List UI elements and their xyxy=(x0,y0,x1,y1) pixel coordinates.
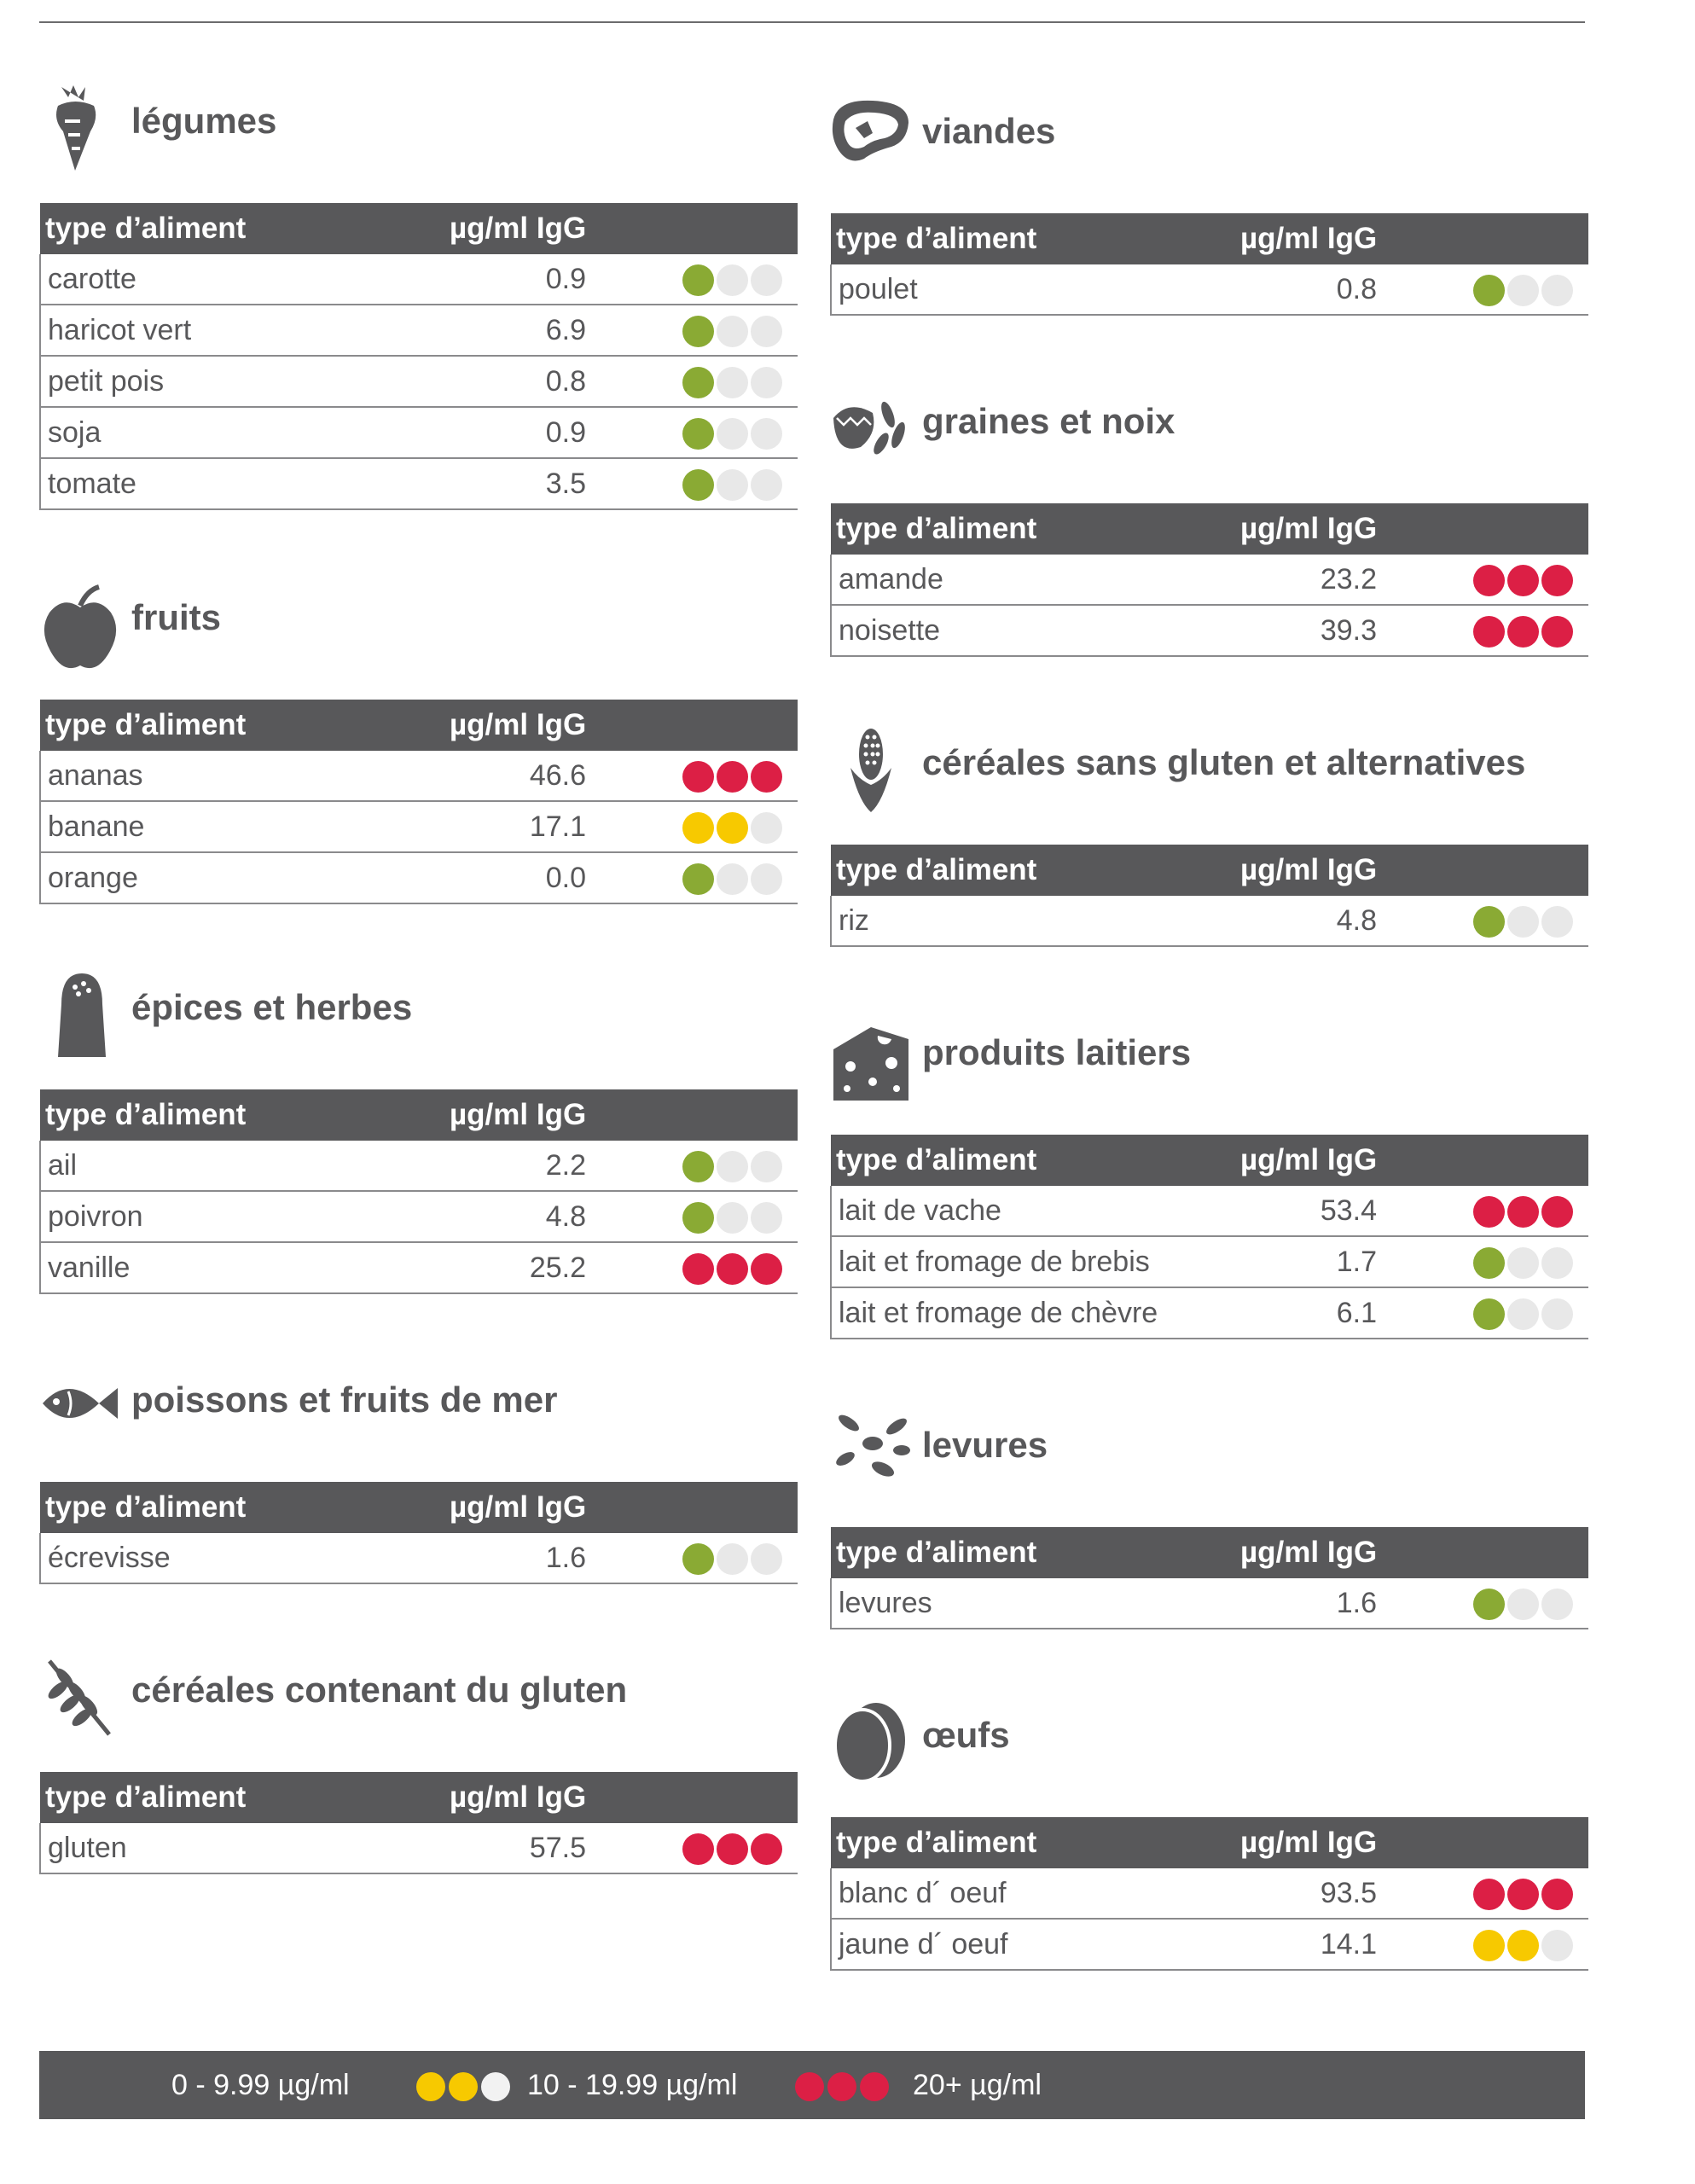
food-value: 39.3 xyxy=(1320,613,1377,647)
section-header xyxy=(830,725,1588,845)
food-value-cell xyxy=(450,1191,798,1242)
level-dot xyxy=(1541,1298,1573,1330)
level-dot xyxy=(1473,1196,1505,1228)
table-row xyxy=(831,1868,1588,1919)
level-dot xyxy=(751,863,782,895)
section-header xyxy=(39,580,797,700)
header-value: µg/ml IgG xyxy=(1240,213,1588,264)
food-value: 4.8 xyxy=(545,1199,586,1233)
level-dot xyxy=(1541,1879,1573,1910)
header-food: type d’aliment xyxy=(831,1135,1240,1186)
legend-low-label: 0 - 9.99 µg/ml xyxy=(171,2069,350,2101)
food-table xyxy=(39,1089,798,1294)
level-indicator xyxy=(1471,563,1573,597)
level-dot xyxy=(1541,275,1573,306)
level-dot xyxy=(717,367,748,398)
level-indicator xyxy=(680,365,782,399)
header-value: µg/ml IgG xyxy=(1240,1527,1588,1578)
food-name: lait de vache xyxy=(831,1186,1240,1236)
level-indicator xyxy=(680,1542,782,1576)
level-dot xyxy=(751,812,782,844)
food-value: 0.9 xyxy=(545,415,586,449)
food-name: riz xyxy=(831,896,1240,946)
food-name: tomate xyxy=(40,458,450,509)
food-table xyxy=(39,700,798,904)
food-value: 6.1 xyxy=(1336,1296,1377,1329)
legend-mid-label: 10 - 19.99 µg/ml xyxy=(527,2069,738,2101)
header-food: type d’aliment xyxy=(40,700,450,751)
table-row xyxy=(40,254,798,305)
header-food: type d’aliment xyxy=(40,1772,450,1823)
food-value-cell xyxy=(450,407,798,458)
section-right-3 xyxy=(830,1015,1588,1339)
level-dot xyxy=(1507,275,1539,306)
table-header-row xyxy=(40,1772,798,1823)
section-header xyxy=(39,970,797,1089)
level-dot xyxy=(1473,1589,1505,1620)
level-dot xyxy=(1541,1930,1573,1961)
food-table xyxy=(39,1772,798,1874)
food-value: 1.7 xyxy=(1336,1245,1377,1278)
food-value: 6.9 xyxy=(545,313,586,346)
table-row xyxy=(40,1191,798,1242)
section-header xyxy=(39,1653,797,1772)
level-dot xyxy=(717,1253,748,1285)
section-right-1 xyxy=(830,384,1588,657)
header-food: type d’aliment xyxy=(831,503,1240,555)
food-value-cell xyxy=(450,852,798,903)
legend-mid-dots xyxy=(413,2069,510,2102)
table-row xyxy=(40,1242,798,1293)
food-value: 0.9 xyxy=(545,262,586,295)
food-value: 93.5 xyxy=(1320,1876,1377,1909)
table-header-row xyxy=(831,1135,1588,1186)
header-value: µg/ml IgG xyxy=(450,700,798,751)
table-row xyxy=(40,407,798,458)
food-table xyxy=(830,1527,1588,1629)
table-header-row xyxy=(40,1089,798,1141)
level-dot xyxy=(1541,1196,1573,1228)
food-value: 4.8 xyxy=(1336,903,1377,937)
section-header xyxy=(830,94,1588,213)
food-table xyxy=(39,1482,798,1584)
food-table xyxy=(830,845,1588,947)
section-right-0 xyxy=(830,94,1588,316)
level-dot xyxy=(1473,1879,1505,1910)
level-indicator xyxy=(680,1252,782,1286)
level-indicator xyxy=(1471,614,1573,648)
level-indicator xyxy=(1471,1928,1573,1962)
table-row xyxy=(40,751,798,801)
level-dot xyxy=(682,367,714,398)
egg-icon xyxy=(830,1698,912,1792)
food-name: ail xyxy=(40,1141,450,1191)
level-indicator xyxy=(680,468,782,502)
table-row xyxy=(40,801,798,852)
table-row xyxy=(831,896,1588,946)
table-row xyxy=(831,1287,1588,1339)
food-value: 3.5 xyxy=(545,467,586,500)
header-food: type d’aliment xyxy=(40,1089,450,1141)
level-indicator xyxy=(680,1200,782,1234)
level-indicator xyxy=(680,759,782,793)
table-row xyxy=(831,1236,1588,1287)
food-value-cell xyxy=(1240,896,1588,946)
header-value: µg/ml IgG xyxy=(450,1482,798,1533)
food-name: levures xyxy=(831,1578,1240,1629)
level-dot xyxy=(682,761,714,793)
food-value-cell xyxy=(450,751,798,801)
food-name: carotte xyxy=(40,254,450,305)
section-header xyxy=(830,1408,1588,1527)
table-header-row xyxy=(831,1817,1588,1868)
food-value: 0.8 xyxy=(1336,272,1377,305)
nuts-icon xyxy=(830,384,912,478)
level-dot xyxy=(717,863,748,895)
level-indicator xyxy=(680,1832,782,1866)
level-dot xyxy=(682,863,714,895)
legend-dot xyxy=(449,2072,478,2101)
food-table xyxy=(830,1817,1588,1971)
level-dot xyxy=(1507,565,1539,596)
table-header-row xyxy=(831,1527,1588,1578)
level-dot xyxy=(1541,616,1573,648)
level-dot xyxy=(682,418,714,450)
level-dot xyxy=(717,1151,748,1182)
level-indicator xyxy=(680,416,782,450)
table-row xyxy=(40,852,798,903)
section-header xyxy=(830,1015,1588,1135)
table-row xyxy=(40,1823,798,1873)
level-dot xyxy=(1507,906,1539,938)
table-row xyxy=(831,1578,1588,1629)
level-dot xyxy=(1541,565,1573,596)
food-value-cell xyxy=(1240,555,1588,605)
food-name: lait et fromage de brebis xyxy=(831,1236,1240,1287)
section-title: poissons et fruits de mer xyxy=(131,1380,558,1420)
table-row xyxy=(40,1533,798,1583)
food-value-cell xyxy=(1240,1578,1588,1629)
header-value: µg/ml IgG xyxy=(1240,503,1588,555)
table-row xyxy=(831,264,1588,315)
wheat-icon xyxy=(39,1653,121,1746)
food-value: 25.2 xyxy=(529,1251,586,1284)
level-dot xyxy=(682,1202,714,1234)
table-row xyxy=(40,305,798,356)
food-value: 46.6 xyxy=(529,758,586,792)
food-value-cell xyxy=(1240,1236,1588,1287)
section-title: épices et herbes xyxy=(131,987,413,1027)
legend-dot xyxy=(481,2072,510,2101)
section-title: céréales sans gluten et alternatives xyxy=(922,742,1526,782)
level-indicator xyxy=(1471,1194,1573,1228)
food-value: 0.0 xyxy=(545,861,586,894)
table-row xyxy=(831,605,1588,656)
level-dot xyxy=(1507,1930,1539,1961)
level-dot xyxy=(1507,1298,1539,1330)
level-dot xyxy=(682,316,714,347)
level-dot xyxy=(717,418,748,450)
level-dot xyxy=(1507,1247,1539,1279)
yeast-icon xyxy=(830,1408,912,1502)
section-right-4 xyxy=(830,1408,1588,1629)
legend-dot xyxy=(827,2072,856,2101)
level-dot xyxy=(1473,275,1505,306)
table-row xyxy=(831,555,1588,605)
level-indicator xyxy=(1471,1246,1573,1280)
level-indicator xyxy=(1471,1877,1573,1911)
food-name: soja xyxy=(40,407,450,458)
section-header xyxy=(830,1698,1588,1817)
level-indicator xyxy=(680,263,782,297)
food-table xyxy=(830,503,1588,657)
level-dot xyxy=(717,264,748,296)
header-value: µg/ml IgG xyxy=(450,1089,798,1141)
level-indicator xyxy=(1471,1297,1573,1331)
level-dot xyxy=(1473,1298,1505,1330)
food-value-cell xyxy=(450,305,798,356)
level-dot xyxy=(717,469,748,501)
food-value: 17.1 xyxy=(529,810,586,843)
food-table xyxy=(39,203,798,510)
section-left-2 xyxy=(39,970,797,1294)
level-dot xyxy=(682,1151,714,1182)
table-header-row xyxy=(40,700,798,751)
level-indicator xyxy=(680,810,782,845)
level-dot xyxy=(1541,1589,1573,1620)
legend-high xyxy=(913,2051,1042,2119)
food-value: 1.6 xyxy=(545,1541,586,1574)
legend-bar xyxy=(39,2051,1585,2119)
food-table xyxy=(830,213,1588,316)
level-dot xyxy=(751,1151,782,1182)
food-name: blanc d´ oeuf xyxy=(831,1868,1240,1919)
section-title: graines et noix xyxy=(922,401,1175,441)
header-food: type d’aliment xyxy=(40,1482,450,1533)
header-food: type d’aliment xyxy=(831,1527,1240,1578)
header-food: type d’aliment xyxy=(40,203,450,254)
section-header xyxy=(39,84,797,203)
food-value-cell xyxy=(1240,264,1588,315)
level-dot xyxy=(682,264,714,296)
top-divider xyxy=(39,21,1585,23)
level-dot xyxy=(717,812,748,844)
steak-icon xyxy=(830,94,912,188)
food-name: ananas xyxy=(40,751,450,801)
level-dot xyxy=(751,1202,782,1234)
food-value: 53.4 xyxy=(1320,1194,1377,1227)
level-indicator xyxy=(680,314,782,348)
section-left-0 xyxy=(39,84,797,510)
header-value: µg/ml IgG xyxy=(1240,845,1588,896)
legend-mid xyxy=(527,2051,737,2119)
table-row xyxy=(40,458,798,509)
level-dot xyxy=(682,1833,714,1865)
food-value-cell xyxy=(450,356,798,407)
level-dot xyxy=(751,418,782,450)
level-dot xyxy=(717,761,748,793)
food-name: gluten xyxy=(40,1823,450,1873)
header-value: µg/ml IgG xyxy=(1240,1135,1588,1186)
header-value: µg/ml IgG xyxy=(1240,1817,1588,1868)
food-value-cell xyxy=(450,458,798,509)
level-indicator xyxy=(680,1149,782,1183)
level-dot xyxy=(717,316,748,347)
section-left-3 xyxy=(39,1362,797,1584)
legend-dot xyxy=(416,2072,445,2101)
table-header-row xyxy=(40,1482,798,1533)
food-value: 0.8 xyxy=(545,364,586,398)
level-dot xyxy=(1473,1930,1505,1961)
section-right-2 xyxy=(830,725,1588,947)
food-name: vanille xyxy=(40,1242,450,1293)
food-name: banane xyxy=(40,801,450,852)
food-value-cell xyxy=(450,1823,798,1873)
header-food: type d’aliment xyxy=(831,1817,1240,1868)
corn-icon xyxy=(830,725,912,819)
food-value-cell xyxy=(1240,1287,1588,1339)
section-left-1 xyxy=(39,580,797,904)
table-row xyxy=(831,1186,1588,1236)
section-header xyxy=(830,384,1588,503)
table-row xyxy=(40,356,798,407)
food-name: jaune d´ oeuf xyxy=(831,1919,1240,1970)
header-food: type d’aliment xyxy=(831,845,1240,896)
food-value: 23.2 xyxy=(1320,562,1377,595)
food-name: amande xyxy=(831,555,1240,605)
level-dot xyxy=(1507,616,1539,648)
food-value-cell xyxy=(450,254,798,305)
section-left-4 xyxy=(39,1653,797,1874)
level-dot xyxy=(1473,565,1505,596)
food-name: poulet xyxy=(831,264,1240,315)
level-dot xyxy=(682,1253,714,1285)
level-dot xyxy=(682,469,714,501)
level-indicator xyxy=(1471,1587,1573,1621)
level-dot xyxy=(1541,906,1573,938)
level-dot xyxy=(751,316,782,347)
level-indicator xyxy=(680,862,782,896)
section-title: fruits xyxy=(131,597,221,637)
level-dot xyxy=(1541,1247,1573,1279)
food-value-cell xyxy=(1240,605,1588,656)
table-row xyxy=(831,1919,1588,1970)
legend-high-label: 20+ µg/ml xyxy=(913,2069,1042,2101)
legend-low xyxy=(171,2051,350,2119)
salt-shaker-icon xyxy=(39,970,121,1064)
level-dot xyxy=(682,812,714,844)
header-food: type d’aliment xyxy=(831,213,1240,264)
section-header xyxy=(39,1362,797,1482)
level-dot xyxy=(751,367,782,398)
level-dot xyxy=(751,1253,782,1285)
level-dot xyxy=(717,1202,748,1234)
level-dot xyxy=(751,1543,782,1575)
food-name: orange xyxy=(40,852,450,903)
legend-high-dots xyxy=(792,2069,889,2102)
table-header-row xyxy=(831,503,1588,555)
food-name: petit pois xyxy=(40,356,450,407)
food-value-cell xyxy=(450,801,798,852)
food-value: 1.6 xyxy=(1336,1586,1377,1619)
level-dot xyxy=(1507,1196,1539,1228)
section-title: légumes xyxy=(131,101,277,141)
level-dot xyxy=(1473,616,1505,648)
level-dot xyxy=(717,1833,748,1865)
food-value-cell xyxy=(1240,1868,1588,1919)
food-name: lait et fromage de chèvre xyxy=(831,1287,1240,1339)
level-dot xyxy=(682,1543,714,1575)
level-dot xyxy=(751,761,782,793)
level-dot xyxy=(1473,1247,1505,1279)
fish-icon xyxy=(39,1362,121,1456)
legend-dot xyxy=(795,2072,824,2101)
section-title: céréales contenant du gluten xyxy=(131,1670,628,1710)
section-title: viandes xyxy=(922,111,1056,151)
food-value: 2.2 xyxy=(545,1148,586,1182)
cheese-icon xyxy=(830,1015,912,1109)
food-name: écrevisse xyxy=(40,1533,450,1583)
food-value-cell xyxy=(1240,1186,1588,1236)
table-row xyxy=(40,1141,798,1191)
level-dot xyxy=(751,469,782,501)
section-title: produits laitiers xyxy=(922,1032,1192,1072)
table-header-row xyxy=(40,203,798,254)
level-dot xyxy=(1507,1589,1539,1620)
food-value-cell xyxy=(1240,1919,1588,1970)
food-name: haricot vert xyxy=(40,305,450,356)
food-value-cell xyxy=(450,1242,798,1293)
table-header-row xyxy=(831,213,1588,264)
section-title: œufs xyxy=(922,1715,1010,1755)
level-dot xyxy=(717,1543,748,1575)
section-title: levures xyxy=(922,1425,1048,1465)
food-value: 57.5 xyxy=(529,1831,586,1864)
food-value-cell xyxy=(450,1141,798,1191)
table-header-row xyxy=(831,845,1588,896)
legend-dot xyxy=(860,2072,889,2101)
food-value: 14.1 xyxy=(1320,1927,1377,1960)
level-indicator xyxy=(1471,273,1573,307)
food-name: poivron xyxy=(40,1191,450,1242)
level-dot xyxy=(751,264,782,296)
food-value-cell xyxy=(450,1533,798,1583)
header-value: µg/ml IgG xyxy=(450,203,798,254)
section-right-5 xyxy=(830,1698,1588,1971)
level-indicator xyxy=(1471,904,1573,938)
food-table xyxy=(830,1135,1588,1339)
apple-icon xyxy=(39,580,121,674)
carrot-icon xyxy=(39,84,121,177)
level-dot xyxy=(1473,906,1505,938)
level-dot xyxy=(1507,1879,1539,1910)
level-dot xyxy=(751,1833,782,1865)
header-value: µg/ml IgG xyxy=(450,1772,798,1823)
food-name: noisette xyxy=(831,605,1240,656)
